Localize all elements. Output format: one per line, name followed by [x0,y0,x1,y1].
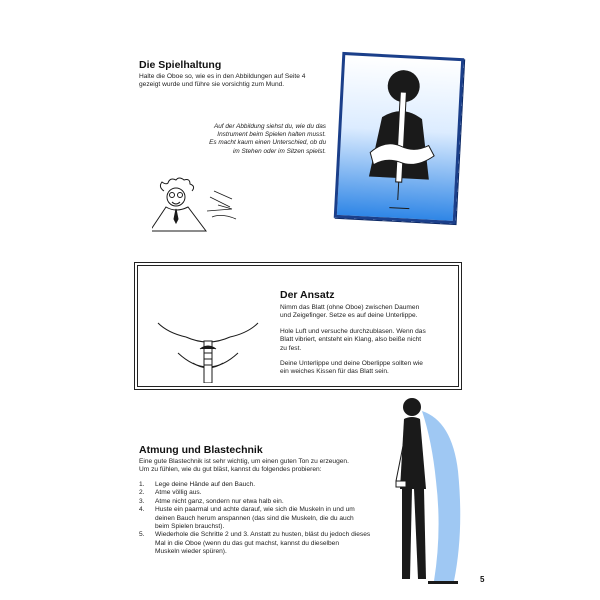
ansatz-p1-line-1: Nimm das Blatt (ohne Oboe) zwischen Daumen [280,304,420,311]
step-line: Wiederhole die Schritte 2 und 3. Anstatt zu husten, bläst du jedoch dieses [155,531,371,539]
atmung-intro-line-1: Eine gute Blastechnik ist sehr wichtig, um einen guten Ton zu erzeugen. [139,458,349,465]
step-line: beim Spielen brauchst). [155,523,225,531]
list-item [139,506,409,531]
atmung-intro [139,458,409,475]
section-title-ansatz: Der Ansatz [280,289,335,301]
step-line: deinen Bauch herum anspannen (das sind die Muskeln, die du auch [155,514,354,522]
step-line: Lege deine Hände auf den Bauch. [155,481,256,488]
step-line: Atme nicht ganz, sondern nur etwa halb ein. [155,497,284,505]
list-item [139,531,409,556]
ansatz-p2-line-1: Hole Luft und versuche durchzublasen. Wenn das [280,328,426,335]
section-title-atmung: Atmung und Blastechnik [139,444,263,456]
ansatz-p2-line-2: Blatt vibriert, entsteht ein Klang, also beiße nicht [280,336,422,344]
atmung-intro-line-2: Um zu fühlen, wie du gut bläst, kannst du folgendes probieren: [139,466,322,474]
spielhaltung-note-line-3: Es macht kaum einen Unterschied, ob du [209,139,326,147]
spielhaltung-note-line-1: Auf der Abbildung siehst du, wie du das [213,123,326,130]
spielhaltung-note-line-4: im Stehen oder im Sitzen spielst. [232,147,326,155]
spielhaltung-intro-line-2: gezeigt wurde und führe sie vorsichtig zum Mund. [139,81,285,89]
ansatz-p1-line-2: und Zeigefinger. Setze es auf deine Unterlippe. [280,312,418,320]
ansatz-paragraph-2 [280,328,455,353]
step-number: 4. [139,506,145,514]
spielhaltung-intro-line-1: Halte die Oboe so, wie es in den Abbildungen auf Seite 4 [139,73,306,80]
ansatz-p2-line-3: zu fest. [280,344,302,352]
list-item [139,498,409,506]
ansatz-p3-line-1: Deine Unterlippe und deine Oberlippe sollten wie [280,360,423,367]
section-title-spielhaltung: Die Spielhaltung [139,59,222,71]
oboist-picture-frame [334,52,465,224]
atmung-steps-list [139,481,409,557]
step-number: 5. [139,531,145,539]
ansatz-paragraph-3 [280,360,455,377]
spielhaltung-note-line-2: Instrument beim Spielen halten musst. [217,131,326,139]
page-number: 5 [480,575,485,584]
step-number: 2. [139,489,145,497]
step-number: 1. [139,481,145,488]
page [126,35,485,595]
oboist-illustration [337,55,461,221]
mouth-reed-illustration [148,283,268,383]
spielhaltung-note [166,123,326,156]
list-item [139,489,409,497]
ansatz-p3-line-2: ein weiches Kissen für das Blatt sein. [280,368,389,376]
step-number: 3. [139,497,145,505]
step-line: Huste ein paarmal und achte darauf, wie sich die Muskeln in und um [155,506,355,514]
spielhaltung-intro [139,73,329,90]
ansatz-paragraph-1 [280,304,455,321]
step-line: Atme völlig aus. [155,489,202,497]
list-item [139,481,409,489]
teacher-illustration [152,177,242,237]
step-line: Muskeln wieder spüren). [155,548,227,556]
step-line: Mal in die Oboe (wenn du das gut machst, kannst du dieselben [155,539,340,547]
standing-man-illustration [388,391,472,591]
